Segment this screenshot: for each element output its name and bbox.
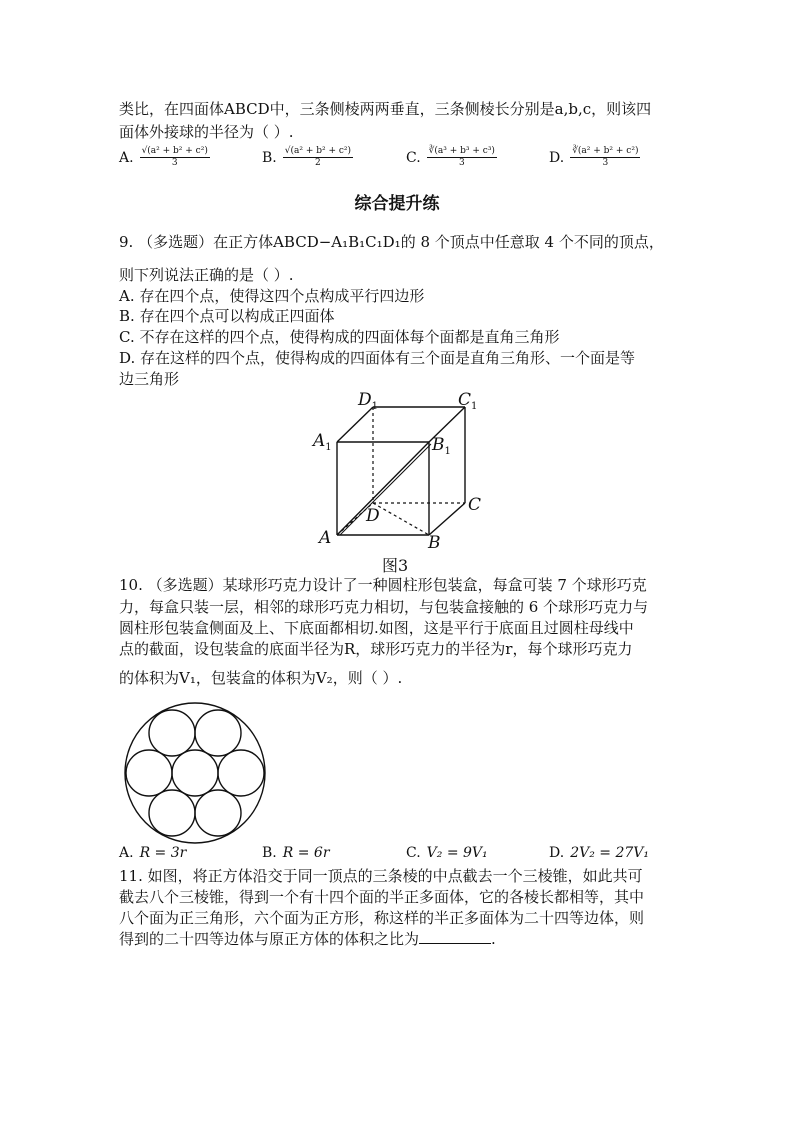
center-ball <box>172 750 218 796</box>
label-d1: $D_1$ <box>358 390 379 412</box>
hidden-diagonal-db <box>373 503 429 535</box>
q10-option-d[interactable] <box>549 845 649 861</box>
q8-option-b[interactable] <box>262 146 353 169</box>
ball-bottom-right <box>195 790 241 836</box>
ball-bottom-left <box>149 790 195 836</box>
label-d: D <box>366 506 380 526</box>
q10-options <box>119 845 679 865</box>
q10-line-3: 圆柱形包装盒侧面及上、下底面都相切.如图，这是平行于底面且过圆柱母线中 <box>119 619 634 637</box>
option-label: A. <box>119 149 134 166</box>
section-title: 综合提升练 <box>354 194 440 214</box>
cube-figure <box>300 385 500 580</box>
label-a1: $A_1$ <box>313 431 332 453</box>
ball-right <box>218 750 264 796</box>
label-b1: $B_1$ <box>432 435 451 457</box>
label-a: A <box>319 528 332 548</box>
edge-a1d1 <box>337 407 373 442</box>
q10-line-4: 点的截面，设包装盒的底面半径为R，球形巧克力的半径为r，每个球形巧克力 <box>119 640 633 658</box>
ball-top-right <box>195 710 241 756</box>
ball-left <box>126 750 172 796</box>
fraction <box>570 146 640 169</box>
fraction <box>427 146 497 169</box>
option-label: C. <box>406 845 421 861</box>
q8-line-1: 类比，在四面体ABCD中，三条侧棱两两垂直，三条侧棱长分别是a,b,c，则该四 <box>119 100 652 118</box>
fraction <box>283 146 353 169</box>
option-label: D. <box>549 845 565 861</box>
label-c1: $C_1$ <box>458 390 478 412</box>
q11-end-punct: . <box>491 930 496 948</box>
q9-option-a[interactable]: A. 存在四个点，使得这四个点构成平行四边形 <box>119 287 425 305</box>
denominator: 2 <box>315 158 321 168</box>
q9-option-d[interactable]: D. 存在这样的四个点，使得构成的四面体有三个面是直角三角形、一个面是等 <box>119 349 636 367</box>
option-label: A. <box>119 845 134 861</box>
option-label: D. <box>549 149 565 166</box>
q8-options <box>119 146 679 176</box>
diagonal-ab1-shadow <box>340 444 431 535</box>
q11-line-1: 11. 如图，将正方体沿交于同一顶点的三条棱的中点截去一个三棱锥，如此共可 <box>119 867 643 885</box>
q8-option-a[interactable] <box>119 146 210 169</box>
q8-option-c[interactable] <box>406 146 497 169</box>
q9-option-c[interactable]: C. 不存在这样的四个点，使得构成的四面体每个面都是直角三角形 <box>119 328 560 346</box>
option-label: B. <box>262 845 277 861</box>
numerator: ∛(a² + b² + c²) <box>572 146 639 156</box>
q10-option-c[interactable] <box>406 845 488 861</box>
option-value: R = 6r <box>282 845 330 861</box>
q10-option-b[interactable] <box>262 845 330 861</box>
denominator: 3 <box>458 158 465 168</box>
q11-line-4 <box>119 929 496 949</box>
answer-blank[interactable] <box>419 929 491 944</box>
numerator: √(a² + b² + c²) <box>141 146 208 156</box>
diagonal-ab1 <box>337 442 429 535</box>
ball-top-left <box>149 710 195 756</box>
option-value: R = 3r <box>139 845 187 861</box>
numerator: √(a² + b² + c²) <box>284 146 352 156</box>
denominator: 3 <box>602 158 609 168</box>
figure-caption: 图3 <box>382 556 409 575</box>
option-label: B. <box>262 149 277 166</box>
q9-option-d-cont: 边三角形 <box>119 370 180 388</box>
label-c: C <box>468 495 482 515</box>
edge-bc <box>429 503 465 535</box>
q11-line-2: 截去八个三棱锥，得到一个有十四个面的半正多面体，它的各棱长都相等，其中 <box>119 888 645 906</box>
q9-option-b[interactable]: B. 存在四个点可以构成正四面体 <box>119 307 335 325</box>
option-value: 2V₂ = 27V₁ <box>570 845 649 861</box>
label-b: B <box>428 533 441 553</box>
packing-figure <box>120 700 270 847</box>
fraction <box>140 146 210 169</box>
option-label: C. <box>406 149 421 166</box>
option-value: V₂ = 9V₁ <box>426 845 488 861</box>
container-circle <box>125 703 265 843</box>
q8-option-d[interactable] <box>549 146 640 169</box>
q11-line-3: 八个面为正三角形，六个面为正方形，称这样的半正多面体为二十四等边体，则 <box>119 909 645 927</box>
numerator: ∛(a³ + b³ + c³) <box>428 146 495 156</box>
q10-line-5: 的体积为V₁，包装盒的体积为V₂，则（ ）. <box>119 669 403 687</box>
q9-line-2: 则下列说法正确的是（ ）. <box>119 266 294 284</box>
q10-line-1: 10. （多选题）某球形巧克力设计了一种圆柱形包装盒，每盒可装 7 个球形巧克 <box>119 576 647 594</box>
denominator: 3 <box>171 158 178 168</box>
q9-line-1: 9. （多选题）在正方体ABCD−A₁B₁C₁D₁的 8 个顶点中任意取 4 个不同的顶点， <box>119 233 664 251</box>
q10-option-a[interactable] <box>119 845 186 861</box>
q11-line-4-text: 得到的二十四等边体与原正方体的体积之比为 <box>119 930 420 948</box>
q8-line-2: 面体外接球的半径为（ ）. <box>119 123 294 141</box>
q10-line-2: 力，每盒只装一层，相邻的球形巧克力相切，与包装盒接触的 6 个球形巧克力与 <box>119 598 649 616</box>
